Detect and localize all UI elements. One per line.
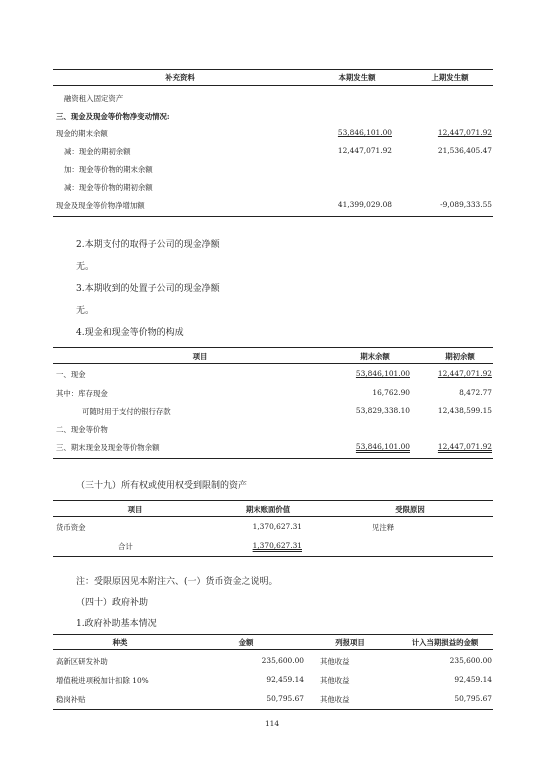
table4-row-income: 235,600.00 xyxy=(449,656,492,665)
table4-bottom-rule xyxy=(53,709,493,710)
table2-row-label: 三、期末现金及现金等价物余额 xyxy=(56,443,160,452)
table1-row-previous: -9,089,333.55 xyxy=(440,200,492,209)
table2-header-end: 期末余额 xyxy=(360,352,390,361)
para2-title: 2.本期支付的取得子公司的现金净额 xyxy=(76,240,220,250)
table4-header-income: 计入当期损益的金额 xyxy=(411,638,479,647)
table2-header-item: 项目 xyxy=(192,352,208,361)
table3-top-rule xyxy=(53,500,493,501)
table1-top-rule xyxy=(53,69,493,70)
table3-row-reason: 见注释 xyxy=(372,523,395,532)
table2-row-end: 53,846,101.00 xyxy=(355,442,410,451)
section40-subtitle: 1.政府补助基本情况 xyxy=(76,619,157,629)
table4-header-item: 列报项目 xyxy=(335,638,365,647)
table1-header-current: 本期发生额 xyxy=(338,73,376,82)
table2-header-rule xyxy=(53,363,493,364)
table2-top-rule xyxy=(53,347,493,348)
table3-total-label: 合计 xyxy=(118,542,133,551)
restriction-note: 注：受限原因见本附注六、(一）货币资金之说明。 xyxy=(76,577,278,587)
table2-row-end: 53,829,338.10 xyxy=(355,406,410,415)
table1-section3: 三、现金及现金等价物净变动情况: xyxy=(56,112,170,121)
table1-header-item: 补充资料 xyxy=(165,73,195,82)
section40-title: （四十）政府补助 xyxy=(76,598,149,608)
table1-row-label: 现金及现金等价物净增加额 xyxy=(56,201,145,210)
table3-header-item: 项目 xyxy=(127,505,143,514)
table1-row-label: 现金的期末余额 xyxy=(56,129,108,138)
table2-row-begin: 12,447,071.92 xyxy=(437,369,492,378)
table4-row-item: 其他收益 xyxy=(320,657,350,666)
para3-title: 3.本期收到的处置子公司的现金净额 xyxy=(76,284,220,294)
table4-row-type: 高新区研发补助 xyxy=(56,657,108,666)
table4-top-rule xyxy=(53,634,493,635)
table2-row-begin: 8,472.77 xyxy=(459,388,492,397)
table4-row-type: 增值税进项税加计扣除 10% xyxy=(56,676,149,685)
table2-row-label: 二、现金等价物 xyxy=(56,425,108,434)
table4-row-amount: 50,795.67 xyxy=(266,694,304,703)
table4-row-amount: 235,600.00 xyxy=(261,656,304,665)
table3-header-rule xyxy=(53,516,493,517)
table1-row-current: 53,846,101.00 xyxy=(337,128,392,137)
table4-header-amount: 金额 xyxy=(238,638,254,647)
table2-row-label: 其中：库存现金 xyxy=(56,389,108,398)
table2-row-label: 可随时用于支付的银行存款 xyxy=(82,407,171,416)
table2-bottom-rule xyxy=(53,458,493,459)
table4-row-income: 92,459.14 xyxy=(454,675,492,684)
table2-row-label: 一、现金 xyxy=(56,370,86,379)
table1-row-label: 减：现金的期初余额 xyxy=(64,147,131,156)
table3-header-reason: 受限原因 xyxy=(395,505,425,514)
table1-row-previous: 12,447,071.92 xyxy=(437,128,492,137)
table3-bottom-rule xyxy=(53,556,493,557)
para3-text: 无。 xyxy=(76,306,95,316)
table3-row-label: 货币资金 xyxy=(56,523,86,532)
table4-header-type: 种类 xyxy=(112,638,128,647)
table1-row-label: 减：现金等价物的期初余额 xyxy=(64,183,153,192)
table4-row-type: 稳岗补贴 xyxy=(56,695,86,704)
table2-header-begin: 期初余额 xyxy=(445,352,475,361)
section39-title: （三十九）所有权或使用权受到限制的资产 xyxy=(76,481,248,491)
table3-total-value: 1,370,627.31 xyxy=(252,541,302,550)
page-number: 114 xyxy=(264,719,280,728)
para4-title: 4.现金和现金等价物的构成 xyxy=(76,328,184,338)
table4-row-income: 50,795.67 xyxy=(454,694,492,703)
table1-row-current: 41,399,029.08 xyxy=(337,200,392,209)
table1-bottom-rule xyxy=(53,216,493,217)
table1-row-current: 12,447,071.92 xyxy=(337,146,392,155)
table2-row-begin: 12,438,599.15 xyxy=(437,406,492,415)
table2-row-end: 16,762.90 xyxy=(372,388,410,397)
table1-row-lease: 融资租入固定资产 xyxy=(64,94,124,103)
table1-row-previous: 21,536,405.47 xyxy=(437,146,492,155)
para2-text: 无。 xyxy=(76,262,95,272)
table4-row-item: 其他收益 xyxy=(320,676,350,685)
table1-header-previous: 上期发生额 xyxy=(431,73,469,82)
table1-row-label: 加：现金等价物的期末余额 xyxy=(64,165,153,174)
table4-header-rule xyxy=(53,649,493,650)
table2-row-end: 53,846,101.00 xyxy=(355,369,410,378)
table3-row-value: 1,370,627.31 xyxy=(252,522,302,531)
table2-row-begin: 12,447,071.92 xyxy=(437,442,492,451)
table1-header-rule xyxy=(53,85,493,86)
table4-row-item: 其他收益 xyxy=(320,695,350,704)
table3-header-value: 期末账面价值 xyxy=(245,505,291,514)
table4-row-amount: 92,459.14 xyxy=(266,675,304,684)
